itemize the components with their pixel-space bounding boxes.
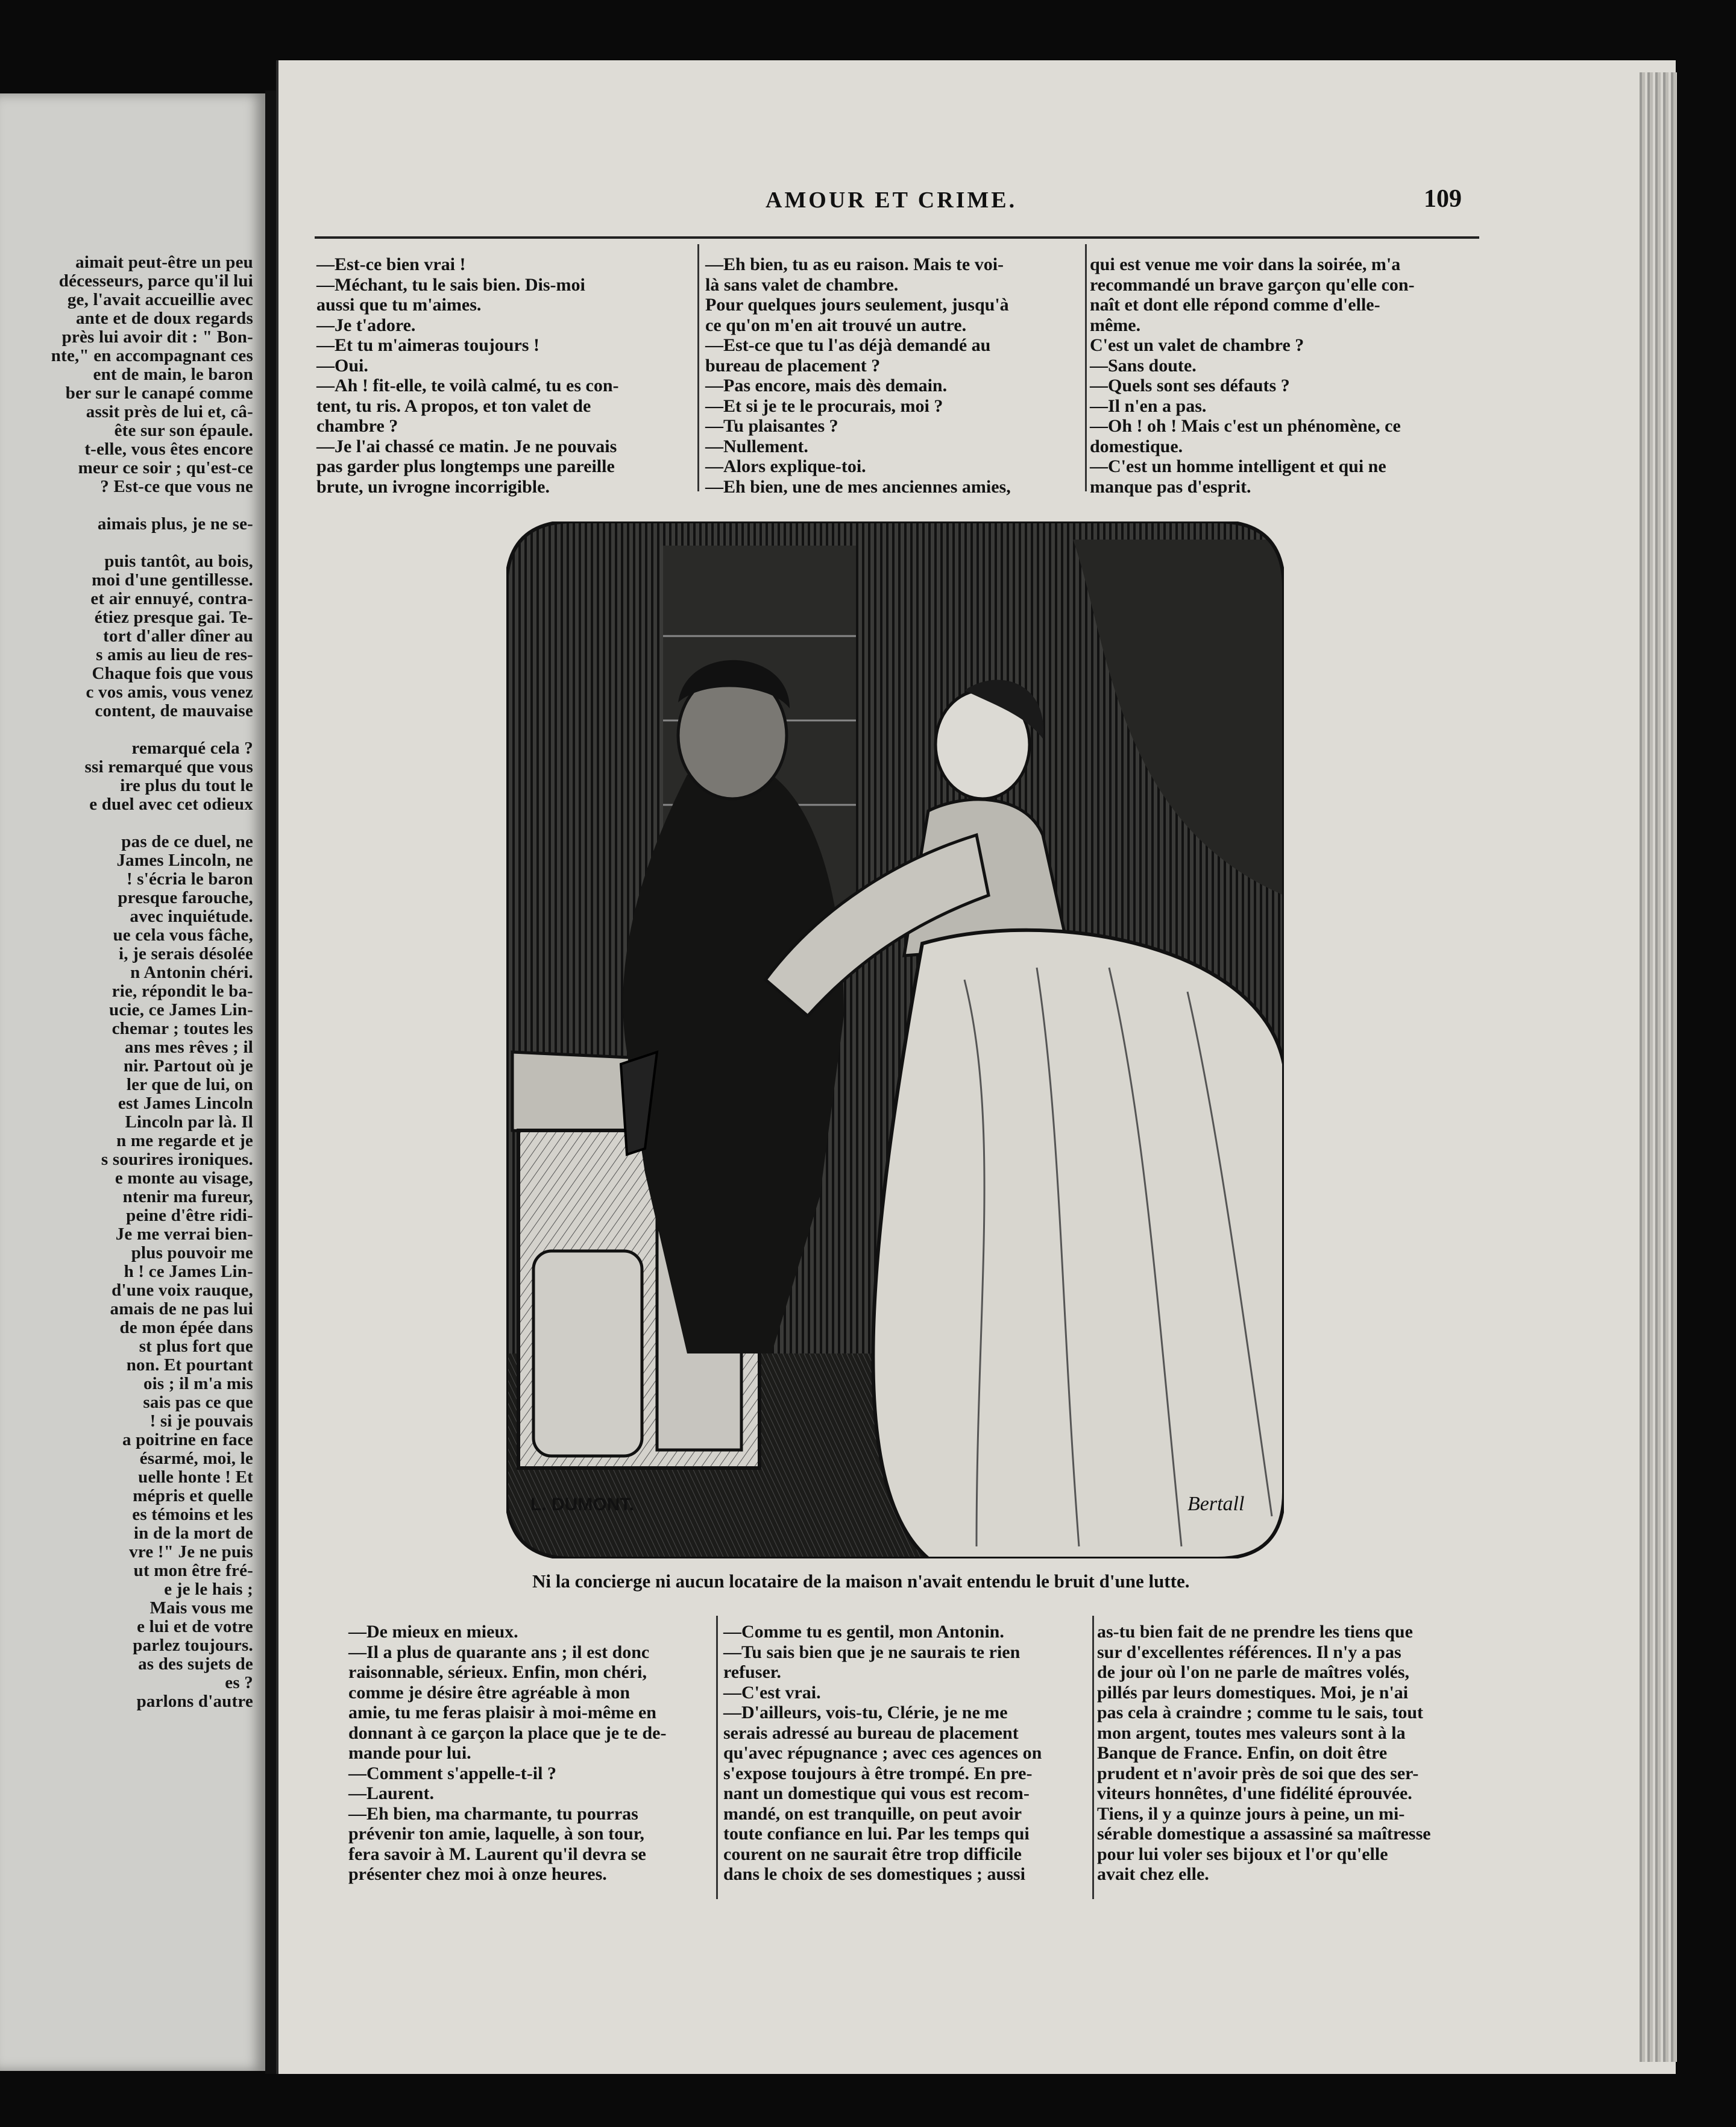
text-line: ntenir ma fureur, (122, 1188, 253, 1206)
text-line: n Antonin chéri. (130, 963, 253, 982)
running-head: AMOUR ET CRIME. (766, 187, 1017, 213)
text-line: ésarmé, moi, le (139, 1449, 253, 1468)
text-line: —De mieux en mieux. (348, 1622, 518, 1642)
text-line: ler que de lui, on (126, 1076, 253, 1094)
text-line: plus pouvoir me (131, 1244, 253, 1262)
text-line: pas cela à craindre ; comme tu le sais, tout (1097, 1703, 1424, 1722)
top-column-2 (705, 254, 1079, 497)
text-line: ois ; il m'a mis (143, 1375, 253, 1393)
text-line: ire plus du tout le (120, 777, 253, 795)
text-line: refuser. (723, 1662, 781, 1682)
text-line: ante et de doux regards (75, 309, 253, 328)
text-line: —Eh bien, ma charmante, tu pourras (348, 1803, 638, 1824)
text-line: ssi remarqué que vous (84, 758, 253, 777)
text-line: —Méchant, tu le sais bien. Dis-moi (316, 274, 585, 295)
text-line: étiez presque gai. Te- (94, 608, 253, 627)
text-line: domestique. (1090, 436, 1183, 456)
text-line: aussi que tu m'aimes. (316, 295, 482, 315)
text-line: avait chez elle. (1097, 1864, 1209, 1884)
text-line: e lui et de votre (137, 1618, 253, 1636)
text-line: —Est-ce que tu l'as déjà demandé au (705, 335, 991, 355)
text-line: a poitrine en face (122, 1431, 253, 1449)
text-line: de mon épée dans (119, 1319, 253, 1337)
text-line: —Tu sais bien que je ne saurais te rien (723, 1642, 1021, 1662)
text-line: dans le choix de ses domestiques ; aussi (723, 1864, 1025, 1884)
text-line: moi d'une gentillesse. (92, 571, 253, 590)
text-line: —C'est un homme intelligent et qui ne (1090, 456, 1386, 476)
text-line: i, je serais désolée (118, 945, 253, 963)
text-line: parlez toujours. (133, 1636, 253, 1655)
text-line: ucie, ce James Lin- (109, 1001, 253, 1019)
text-line: ce qu'on m'en ait trouvé un autre. (705, 315, 967, 335)
text-line: c vos amis, vous venez (86, 683, 253, 702)
text-line: tent, tu ris. A propos, et ton valet de (316, 395, 591, 416)
bottom-column-2 (723, 1622, 1091, 1885)
text-line: —Comment s'appelle-t-il ? (348, 1763, 556, 1783)
text-line: sérable domestique a assassiné sa maîtresse (1097, 1824, 1431, 1844)
text-line: James Lincoln, ne (116, 851, 253, 870)
top-column-3 (1090, 254, 1476, 497)
text-line: donnant à ce garçon la place que je te de- (348, 1722, 667, 1743)
text-line: amais de ne pas lui (110, 1300, 253, 1319)
text-line: ? Est-ce que vous ne (100, 477, 253, 496)
text-line: ent de main, le baron (93, 365, 253, 384)
text-line: sur d'excellentes références. Il n'y a pas (1097, 1642, 1401, 1662)
text-line: Tiens, il y a quinze jours à peine, un mi- (1097, 1803, 1405, 1824)
text-line: Pour quelques jours seulement, jusqu'à (705, 295, 1009, 315)
text-line: meur ce soir ; qu'est-ce (78, 459, 253, 477)
text-line: serais adressé au bureau de placement (723, 1722, 1019, 1743)
text-line: Mais vous me (149, 1599, 253, 1618)
text-line: nant un domestique qui vous est recom- (723, 1783, 1030, 1803)
text-line: ber sur le canapé comme (65, 384, 253, 403)
text-line: Lincoln par là. Il (125, 1113, 253, 1132)
text-line: ! si je pouvais (149, 1412, 253, 1431)
text-line: tort d'aller dîner au (103, 627, 253, 646)
text-line: toute confiance en lui. Par les temps qui (723, 1824, 1030, 1844)
text-line: nir. Partout où je (123, 1057, 253, 1076)
text-line: —Eh bien, tu as eu raison. Mais te voi- (705, 254, 1004, 274)
text-line: e duel avec cet odieux (89, 795, 253, 814)
text-line: —Il a plus de quarante ans ; il est donc (348, 1642, 650, 1662)
text-line: —Quels sont ses défauts ? (1090, 376, 1290, 395)
text-line: —Et si je te le procurais, moi ? (705, 395, 943, 416)
text-line: aimais plus, je ne se- (97, 515, 253, 534)
text-line: as-tu bien fait de ne prendre les tiens que (1097, 1622, 1413, 1642)
text-line: ! s'écria le baron (126, 870, 253, 889)
text-line: pas garder plus longtemps une pareille (316, 456, 615, 476)
column-rule (1092, 1616, 1094, 1899)
engraver-signature: L. DUMONT. (530, 1495, 634, 1514)
text-line: manque pas d'esprit. (1090, 476, 1251, 497)
text-line: —Il n'en a pas. (1090, 395, 1207, 416)
text-line: et air ennuyé, contra- (90, 590, 253, 608)
column-rule (716, 1616, 718, 1899)
text-line: —Je l'ai chassé ce matin. Je ne pouvais (316, 436, 617, 456)
text-line: C'est un valet de chambre ? (1090, 335, 1304, 355)
text-line: —Est-ce bien vrai ! (316, 254, 466, 274)
text-line: mon argent, toutes mes valeurs sont à la (1097, 1722, 1406, 1743)
text-line: parlons d'autre (136, 1692, 253, 1711)
text-line: remarqué cela ? (131, 739, 253, 758)
text-line: t-elle, vous êtes encore (84, 440, 253, 459)
text-line: assit près de lui et, câ- (86, 403, 253, 421)
text-line: aimait peut-être un peu (75, 253, 253, 272)
text-line: amie, tu me feras plaisir à moi-même en (348, 1703, 656, 1722)
text-line: ge, l'avait accueillie avec (67, 291, 253, 309)
text-line: avec inquiétude. (130, 907, 253, 926)
text-line: chambre ? (316, 416, 398, 436)
text-line: prudent et n'avoir près de soi que des ser- (1097, 1763, 1419, 1783)
text-line: là sans valet de chambre. (705, 274, 899, 295)
text-line: peine d'être ridi- (126, 1206, 253, 1225)
text-line: —Laurent. (348, 1783, 434, 1803)
text-line: —Ah ! fit-elle, te voilà calmé, tu es con- (316, 376, 619, 395)
bottom-column-1 (348, 1622, 710, 1885)
text-line (0, 814, 253, 833)
header-rule (315, 236, 1479, 239)
left-page-text (0, 253, 253, 1711)
text-line: —Oh ! oh ! Mais c'est un phénomène, ce (1090, 416, 1401, 436)
text-line: est James Lincoln (118, 1094, 253, 1113)
text-line: de jour où l'on ne parle de maîtres volés, (1097, 1662, 1410, 1682)
text-line: Banque de France. Enfin, on doit être (1097, 1743, 1388, 1763)
text-line: qu'avec répugnance ; avec ces agences on (723, 1743, 1042, 1763)
text-line: —Pas encore, mais dès demain. (705, 376, 948, 395)
column-rule (697, 244, 699, 491)
text-line: —Nullement. (705, 436, 808, 456)
engraving-illustration (506, 522, 1284, 1558)
text-line: pas de ce duel, ne (121, 833, 253, 851)
text-line: content, de mauvaise (95, 702, 253, 720)
text-line: naît et dont elle répond comme d'elle- (1090, 295, 1380, 315)
text-line: in de la mort de (133, 1524, 253, 1543)
text-line: ans mes rêves ; il (124, 1038, 253, 1057)
text-line: n me regarde et je (116, 1132, 253, 1150)
text-line: e je le hais ; (164, 1580, 253, 1599)
text-line: —Sans doute. (1090, 355, 1197, 376)
text-line: —Tu plaisantes ? (705, 416, 838, 436)
text-line: recommandé un brave garçon qu'elle con- (1090, 274, 1415, 295)
text-line: —Oui. (316, 355, 368, 376)
text-line: prévenir ton amie, laquelle, à son tour, (348, 1824, 644, 1844)
text-line: —D'ailleurs, vois-tu, Clérie, je ne me (723, 1703, 1008, 1722)
text-line: s amis au lieu de res- (96, 646, 253, 664)
text-line (0, 720, 253, 739)
text-line: présenter chez moi à onze heures. (348, 1864, 607, 1884)
text-line: as des sujets de (138, 1655, 253, 1674)
text-line: presque farouche, (118, 889, 253, 907)
text-line: mépris et quelle (133, 1487, 253, 1505)
text-line: Chaque fois que vous (92, 664, 253, 683)
text-line: st plus fort que (139, 1337, 253, 1356)
text-line: comme je désire être agréable à mon (348, 1682, 631, 1703)
text-line: non. Et pourtant (126, 1356, 253, 1375)
text-line (0, 496, 253, 515)
text-line: —Alors explique-toi. (705, 456, 866, 476)
text-line: mande pour lui. (348, 1743, 471, 1763)
left-facing-page (0, 93, 265, 2071)
text-line: —Et tu m'aimeras toujours ! (316, 335, 539, 355)
text-line: Je me verrai bien- (115, 1225, 253, 1244)
text-line: mandé, on est tranquille, on peut avoir (723, 1803, 1022, 1824)
text-line: près lui avoir dit : " Bon- (61, 328, 253, 347)
text-line: bureau de placement ? (705, 355, 881, 376)
text-line: qui est venue me voir dans la soirée, m'a (1090, 254, 1401, 274)
text-line: rie, répondit le ba- (112, 982, 253, 1001)
text-line: sais pas ce que (143, 1393, 253, 1412)
text-line: courent on ne saurait être trop difficile (723, 1844, 1022, 1864)
text-line: es ? (225, 1674, 253, 1692)
text-line: vre !" Je ne puis (129, 1543, 253, 1561)
text-line: —C'est vrai. (723, 1682, 821, 1703)
text-line: —Eh bien, une de mes anciennes amies, (705, 476, 1011, 497)
text-line: fera savoir à M. Laurent qu'il devra se (348, 1844, 646, 1864)
text-line (0, 534, 253, 552)
text-line: s sourires ironiques. (101, 1150, 253, 1169)
text-line: ut mon être fré- (133, 1561, 253, 1580)
text-line: décesseurs, parce qu'il lui (58, 272, 253, 291)
text-line: pillés par leurs domestiques. Moi, je n'ai (1097, 1682, 1409, 1703)
text-line: —Comme tu es gentil, mon Antonin. (723, 1622, 1004, 1642)
bottom-column-3 (1097, 1622, 1483, 1885)
page-number: 109 (1424, 185, 1462, 213)
text-line: même. (1090, 315, 1141, 335)
text-line: s'expose toujours à être trompé. En pre- (723, 1763, 1033, 1783)
column-rule (1085, 244, 1087, 491)
text-line: ue cela vous fâche, (113, 926, 253, 945)
page-edges (1640, 72, 1677, 2062)
illustration-caption: Ni la concierge ni aucun locataire de la maison n'avait entendu le bruit d'une lutte. (532, 1571, 1190, 1592)
text-line: e monte au visage, (115, 1169, 253, 1188)
text-line: h ! ce James Lin- (124, 1262, 253, 1281)
text-line: uelle honte ! Et (138, 1468, 253, 1487)
text-line: raisonnable, sérieux. Enfin, mon chéri, (348, 1662, 647, 1682)
text-line: nte," en accompagnant ces (51, 347, 253, 365)
text-line: pour lui voler ses bijoux et l'or qu'elle (1097, 1844, 1388, 1864)
text-line: —Je t'adore. (316, 315, 416, 335)
text-line: brute, un ivrogne incorrigible. (316, 476, 550, 497)
text-line: chemar ; toutes les (112, 1019, 253, 1038)
artist-signature: Bertall (1187, 1493, 1245, 1515)
text-line: d'une voix rauque, (112, 1281, 253, 1300)
top-column-1 (316, 254, 690, 497)
text-line: puis tantôt, au bois, (104, 552, 253, 571)
text-line: ête sur son épaule. (114, 421, 253, 440)
text-line: viteurs honnêtes, d'une fidélité éprouvée. (1097, 1783, 1412, 1803)
text-line: es témoins et les (132, 1505, 253, 1524)
